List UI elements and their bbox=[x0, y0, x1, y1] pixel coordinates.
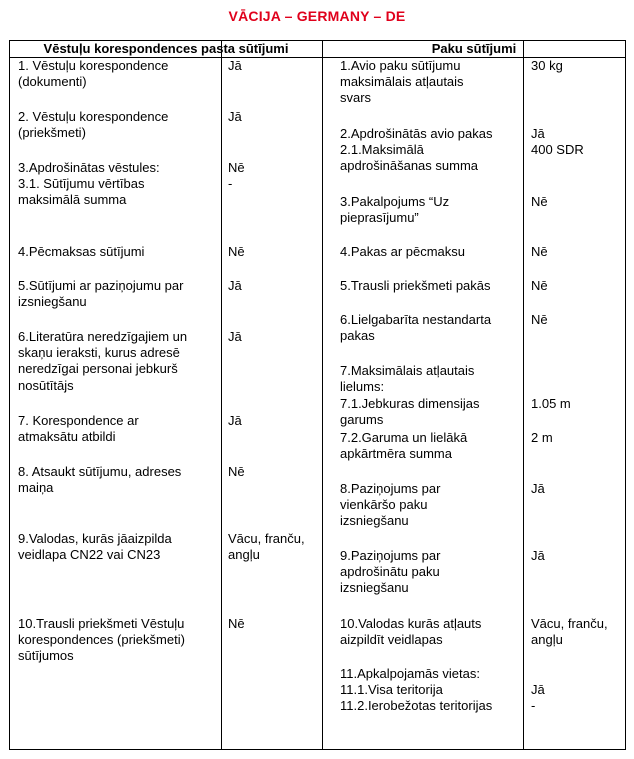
column-divider bbox=[523, 41, 524, 749]
letter-item-label: 7. Korespondence ar atmaksātu atbildi bbox=[18, 413, 139, 445]
header-letters: Vēstuļu korespondences pasta sūtījumi bbox=[43, 41, 289, 56]
letter-item-label: 8. Atsaukt sūtījumu, adreses maiņa bbox=[18, 464, 182, 496]
parcel-item-value: 30 kg bbox=[531, 58, 563, 73]
parcel-item-value: Jā bbox=[531, 548, 545, 563]
parcel-item-value: Nē bbox=[531, 312, 548, 327]
column-divider bbox=[322, 41, 323, 749]
letter-item-label: 5.Sūtījumi ar paziņojumu par izsniegšanu bbox=[18, 278, 184, 310]
header-parcels: Paku sūtījumi bbox=[431, 41, 517, 56]
letter-item-value: Jā bbox=[228, 278, 242, 293]
parcel-item-value: Nē bbox=[531, 244, 548, 259]
parcel-item-label: 7.2.Garuma un lielākā apkārtmēra summa bbox=[340, 430, 468, 462]
parcel-item-label: 2.Apdrošinātās avio pakas 2.1.Maksimālā apdrošināšanas summa bbox=[340, 126, 493, 174]
letter-item-value: Nē bbox=[228, 244, 245, 259]
letter-item-value: Nē - bbox=[228, 160, 245, 192]
parcel-item-value: Nē bbox=[531, 194, 548, 209]
parcel-item-value: Jā - bbox=[531, 682, 545, 714]
letter-item-value: Jā bbox=[228, 329, 242, 344]
parcel-item-value: 1.05 m bbox=[531, 396, 571, 411]
parcel-item-value: 2 m bbox=[531, 430, 553, 445]
parcel-item-label: 5.Trausli priekšmeti pakās bbox=[340, 278, 491, 293]
parcel-item-label: 6.Lielgabarīta nestandarta pakas bbox=[340, 312, 492, 344]
parcel-item-label: 8.Paziņojums par vienkāršo paku izsniegšanu bbox=[340, 481, 441, 529]
letter-item-value: Jā bbox=[228, 413, 242, 428]
letter-item-label: 10.Trausli priekšmeti Vēstuļu korespondences (priekšmeti) sūtījumos bbox=[18, 616, 185, 664]
letter-item-label: 3.Apdrošinātas vēstules: 3.1. Sūtījumu vērtības maksimālā summa bbox=[18, 160, 160, 208]
letter-item-label: 1. Vēstuļu korespondence (dokumenti) bbox=[18, 58, 169, 90]
letter-item-value: Vācu, franču, angļu bbox=[228, 531, 305, 563]
parcel-item-value: Jā bbox=[531, 481, 545, 496]
rules-table bbox=[9, 40, 626, 750]
letter-item-label: 2. Vēstuļu korespondence (priekšmeti) bbox=[18, 109, 169, 141]
parcel-item-label: 3.Pakalpojums “Uz pieprasījumu” bbox=[340, 194, 450, 226]
parcel-item-value: Nē bbox=[531, 278, 548, 293]
parcel-item-label: 7.1.Jebkuras dimensijas garums bbox=[340, 396, 480, 428]
column-divider bbox=[221, 41, 222, 749]
parcel-item-label: 10.Valodas kurās atļauts aizpildīt veidlapas bbox=[340, 616, 482, 648]
letter-item-value: Jā bbox=[228, 109, 242, 124]
letter-item-value: Nē bbox=[228, 616, 245, 631]
letter-item-label: 9.Valodas, kurās jāaizpilda veidlapa CN22 vai CN23 bbox=[18, 531, 172, 563]
parcel-item-label: 11.Apkalpojamās vietas: 11.1.Visa teritorija 11.2.Ierobežotas teritorijas bbox=[340, 666, 493, 714]
letter-item-label: 6.Literatūra neredzīgajiem un skaņu ieraksti, kurus adresē neredzīgai personai jebkurš nosūtītājs bbox=[18, 329, 188, 393]
parcel-item-value: Jā 400 SDR bbox=[531, 126, 584, 158]
page-title: VĀCIJA – GERMANY – DE bbox=[228, 8, 406, 24]
parcel-item-value: Vācu, franču, angļu bbox=[531, 616, 608, 648]
letter-item-value: Nē bbox=[228, 464, 245, 479]
parcel-item-label: 1.Avio paku sūtījumu maksimālais atļautais svars bbox=[340, 58, 464, 106]
parcel-item-label: 4.Pakas ar pēcmaksu bbox=[340, 244, 466, 259]
parcel-item-label: 9.Paziņojums par apdrošinātu paku izsniegšanu bbox=[340, 548, 441, 596]
parcel-item-label: 7.Maksimālais atļautais lielums: bbox=[340, 363, 475, 395]
letter-item-label: 4.Pēcmaksas sūtījumi bbox=[18, 244, 145, 259]
letter-item-value: Jā bbox=[228, 58, 242, 73]
